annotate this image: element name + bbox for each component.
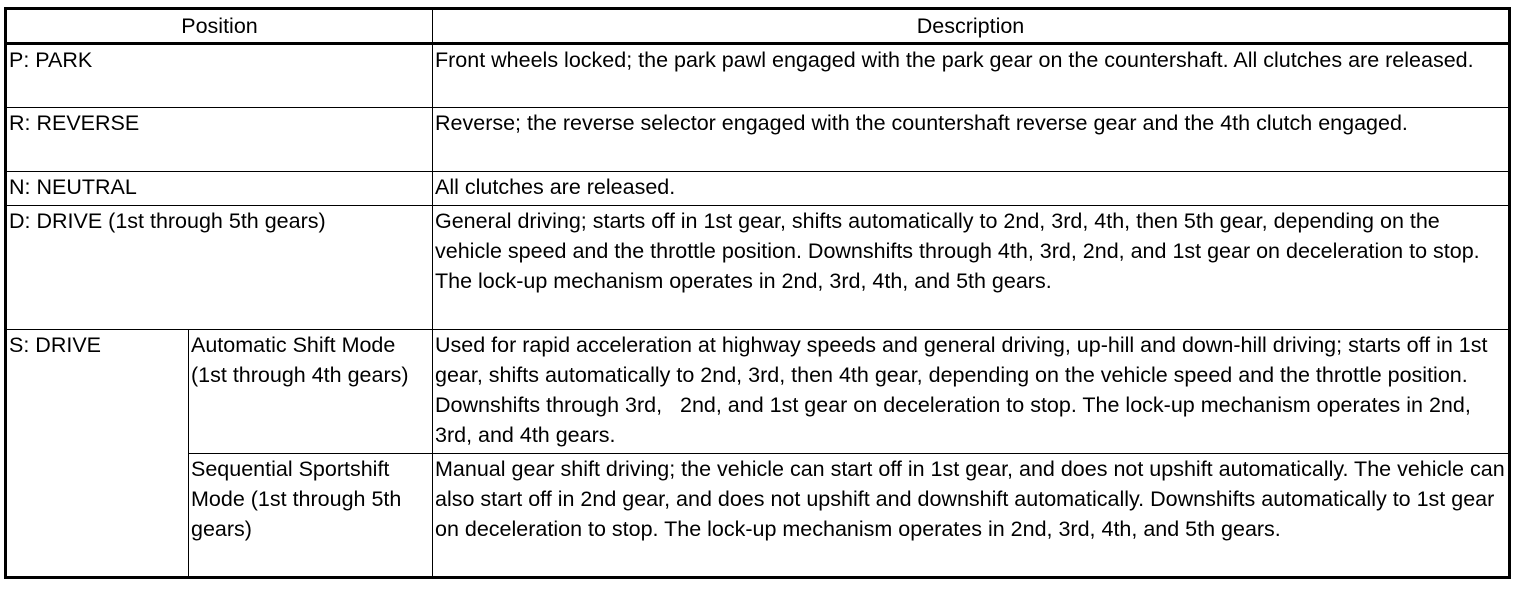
header-description: Description <box>433 9 1510 44</box>
table-row-s-drive-sequential <box>6 454 1510 578</box>
table-row-s-drive-automatic <box>6 330 1510 454</box>
header-position: Position <box>6 9 433 44</box>
table-row-neutral <box>6 172 1510 206</box>
table-row-park <box>6 44 1510 108</box>
description-cell: General driving; starts off in 1st gear, shifts automatically to 2nd, 3rd, 4th, then 5th gear, depending on the vehicle speed and the throttle position. Downshifts through 4th, 3rd, 2nd, and 1st gear on deceleration to stop. The lock-up mechanism operates in 2nd, 3rd, 4th, and 5th gears. <box>433 206 1510 330</box>
table-header-row <box>6 9 1510 44</box>
position-cell: P: PARK <box>6 44 433 108</box>
shift-position-table <box>4 7 1511 579</box>
position-cell-s-drive: S: DRIVE <box>6 330 189 578</box>
position-cell: R: REVERSE <box>6 108 433 172</box>
position-cell: N: NEUTRAL <box>6 172 433 206</box>
description-cell: Front wheels locked; the park pawl engaged with the park gear on the countershaft. All clutches are released. <box>433 44 1510 108</box>
description-cell: Manual gear shift driving; the vehicle can start off in 1st gear, and does not upshift automatically. The vehicle can also start off in 2nd gear, and does not upshift and downshift automatically. Downshifts automatically to 1st gear on deceleration to stop. The lock-up mechanism operates in 2nd, 3rd, 4th, and 5th gears. <box>433 454 1510 578</box>
mode-cell: Sequential Sportshift Mode (1st through 5th gears) <box>189 454 433 578</box>
table-row-reverse <box>6 108 1510 172</box>
description-cell: Reverse; the reverse selector engaged with the countershaft reverse gear and the 4th clutch engaged. <box>433 108 1510 172</box>
description-cell: Used for rapid acceleration at highway speeds and general driving, up-hill and down-hill driving; starts off in 1st gear, shifts automatically to 2nd, 3rd, then 4th gear, depending on the vehicle speed and the throttle position. Downshifts through 3rd, 2nd, and 1st gear on deceleration to stop. The lock-up mechanism operates in 2nd, 3rd, and 4th gears. <box>433 330 1510 454</box>
description-cell: All clutches are released. <box>433 172 1510 206</box>
position-cell: D: DRIVE (1st through 5th gears) <box>6 206 433 330</box>
mode-cell: Automatic Shift Mode (1st through 4th gears) <box>189 330 433 454</box>
table-row-drive <box>6 206 1510 330</box>
